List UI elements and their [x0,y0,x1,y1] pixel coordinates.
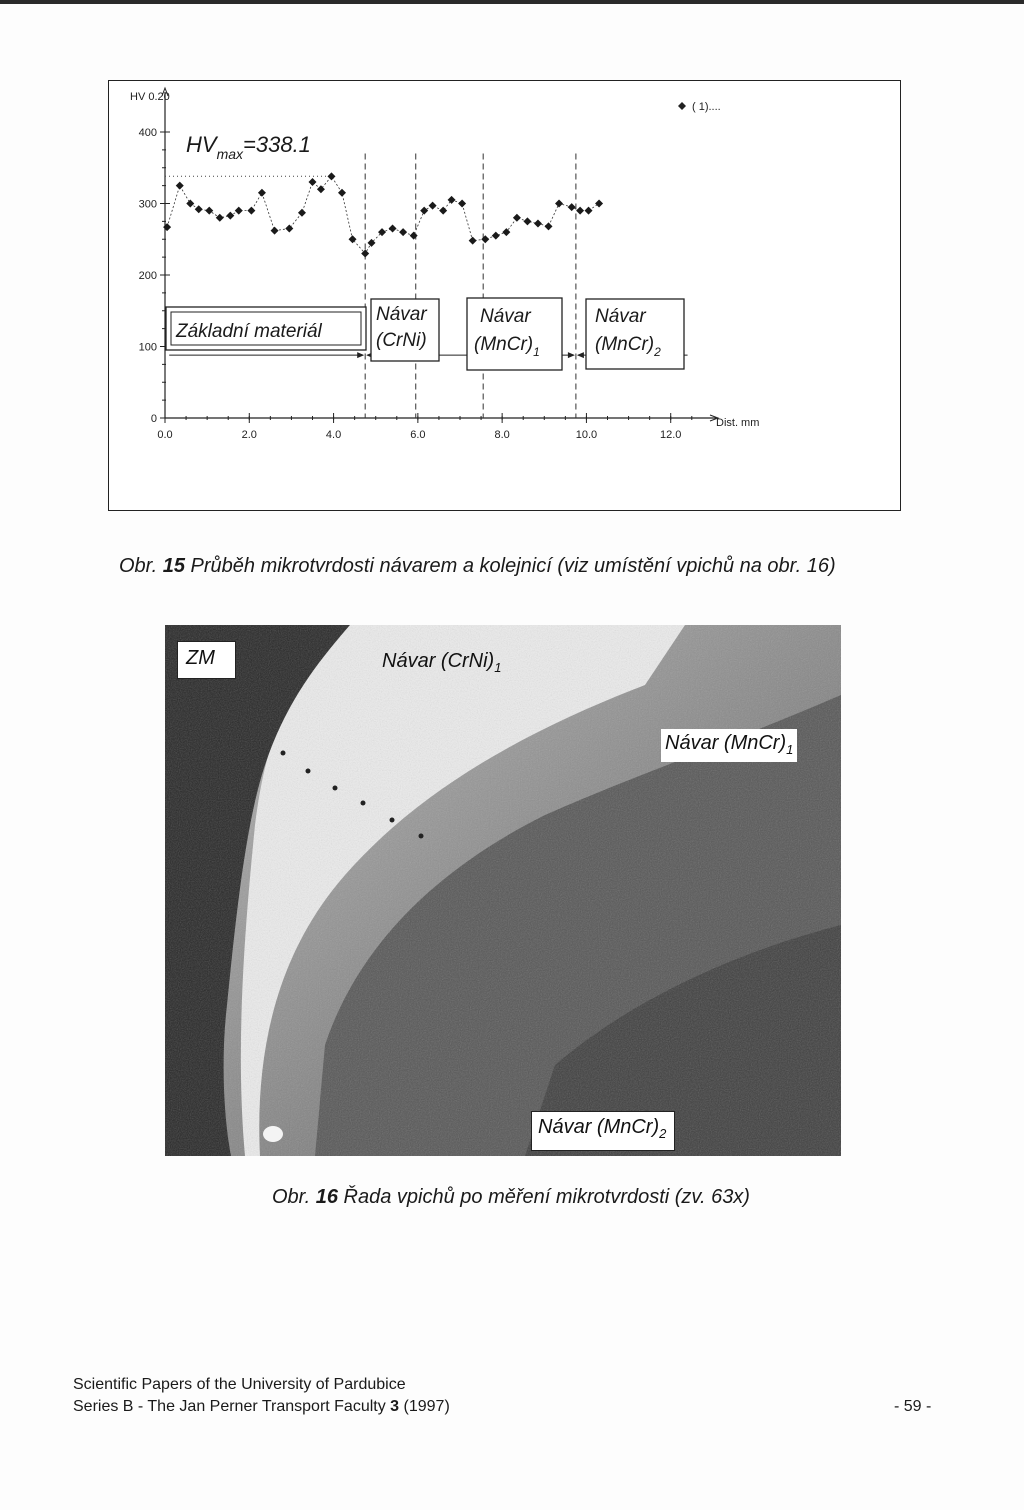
region-mncr2 [586,299,684,369]
data-point [555,200,563,208]
data-point [568,203,576,211]
hvmax-main: HV [186,132,217,157]
region-crni-line1: Návar [376,304,427,325]
label-zm: ZM [177,641,236,679]
data-point [513,214,521,222]
data-point [492,232,500,240]
region-mncr1-line2: $(MnCr)_1$ [474,334,540,359]
chart-ticks [139,127,692,441]
data-point [186,200,194,208]
indent-dot [281,751,286,756]
region-mncr1 [467,298,562,370]
y-tick-label: 200 [138,270,157,282]
legend-label: ( 1).... [692,101,721,113]
x-tick-label: 8.0 [494,429,510,441]
range-arrowhead [577,352,584,358]
data-point [195,205,203,213]
figure15-caption-text: Průběh mikrotvrdosti návarem a kolejnicí (viz umístění vpichů na obr. 16) [184,555,836,577]
label-mncr1: Návar $(MnCr)_1$ [661,729,797,762]
indent-dot [390,818,395,823]
figure15-caption-number: 15 [162,555,185,577]
data-point [205,207,213,215]
chart-marks [163,172,603,257]
page-number: - 59 - [894,1398,932,1415]
indent-dot [361,801,366,806]
region-zakladni-label: Základní materiál [176,321,322,342]
data-point [523,217,531,225]
y-tick-label: 300 [138,198,157,211]
micro-grain-texture [165,625,841,1156]
data-point [469,237,477,245]
hvmax-sub: max [216,146,244,162]
figure16-caption-prefix: Obr. [272,1186,316,1208]
data-point [309,178,317,186]
region-zakladni [166,307,366,350]
data-point [247,207,255,215]
data-point [429,202,437,210]
data-point [298,209,306,217]
hvmax-value: =338.1 [243,132,311,157]
footer-series: Series B - The Jan Perner Transport Faculty 3 (1997) [73,1398,450,1415]
page-top-border [0,0,1024,4]
region-crni [371,299,439,361]
data-point [389,225,397,233]
footer-journal: Scientific Papers of the University of Pardubice [73,1376,406,1393]
data-point [327,172,335,180]
region-mncr2-line2: $(MnCr)_2$ [595,334,661,359]
indent-dot [306,769,311,774]
data-point [585,207,593,215]
data-point [576,207,584,215]
y-tick-label: 0 [150,413,157,425]
region-crni-line2: (CrNi) [376,330,427,351]
data-point [399,228,407,236]
range-arrowhead [568,352,575,358]
figure15-caption-prefix: Obr. [119,555,163,577]
x-tick-label: 10.0 [575,429,598,441]
y-axis-title: HV 0.20 [130,91,170,103]
x-tick-label: 12.0 [660,429,682,441]
data-point [481,235,489,243]
data-point [338,189,346,197]
data-point [226,212,234,220]
micro-pore [263,1126,283,1142]
x-tick-label: 6.0 [410,429,426,441]
micrograph-image [165,625,841,1156]
data-point [534,220,542,228]
hardness-chart [108,80,901,511]
x-tick-label: 2.0 [241,429,257,441]
label-mncr2: Návar $(MnCr)_2$ [531,1111,675,1151]
x-axis-title: Dist. mm [716,417,760,429]
data-point [176,182,184,190]
hvmax-annotation [186,132,311,162]
data-point [410,232,418,240]
figure16-caption [272,1186,750,1209]
data-point [458,200,466,208]
label-crni: Návar $(CrNi)_1$ [382,650,502,675]
data-point [502,228,510,236]
data-point [163,223,171,231]
chart-legend [678,101,721,113]
region-mncr2-line1: Návar [595,306,646,327]
data-point [235,207,243,215]
range-arrowhead [357,352,364,358]
legend-marker [678,102,686,110]
data-point [258,189,266,197]
figure15-caption [119,555,836,578]
data-point [420,207,428,215]
indent-dot [419,834,424,839]
figure16-caption-text: Řada vpichů po měření mikrotvrdosti (zv. 63x) [337,1186,750,1208]
indent-dot [333,786,338,791]
data-point [271,227,279,235]
data-point [216,214,224,222]
data-point [439,207,447,215]
y-tick-label: 400 [138,127,157,139]
data-point [545,222,553,230]
y-tick-label: 100 [138,341,157,354]
micrograph-drawing [165,625,841,1156]
region-mncr1-line1: Návar [480,306,531,327]
data-point [448,196,456,204]
figure16-caption-number: 16 [315,1186,338,1208]
chart-regions [165,153,688,418]
data-point [317,185,325,193]
data-point [595,200,603,208]
x-tick-label: 4.0 [325,429,342,441]
x-tick-label: 0.0 [157,429,173,441]
data-point [285,225,293,233]
